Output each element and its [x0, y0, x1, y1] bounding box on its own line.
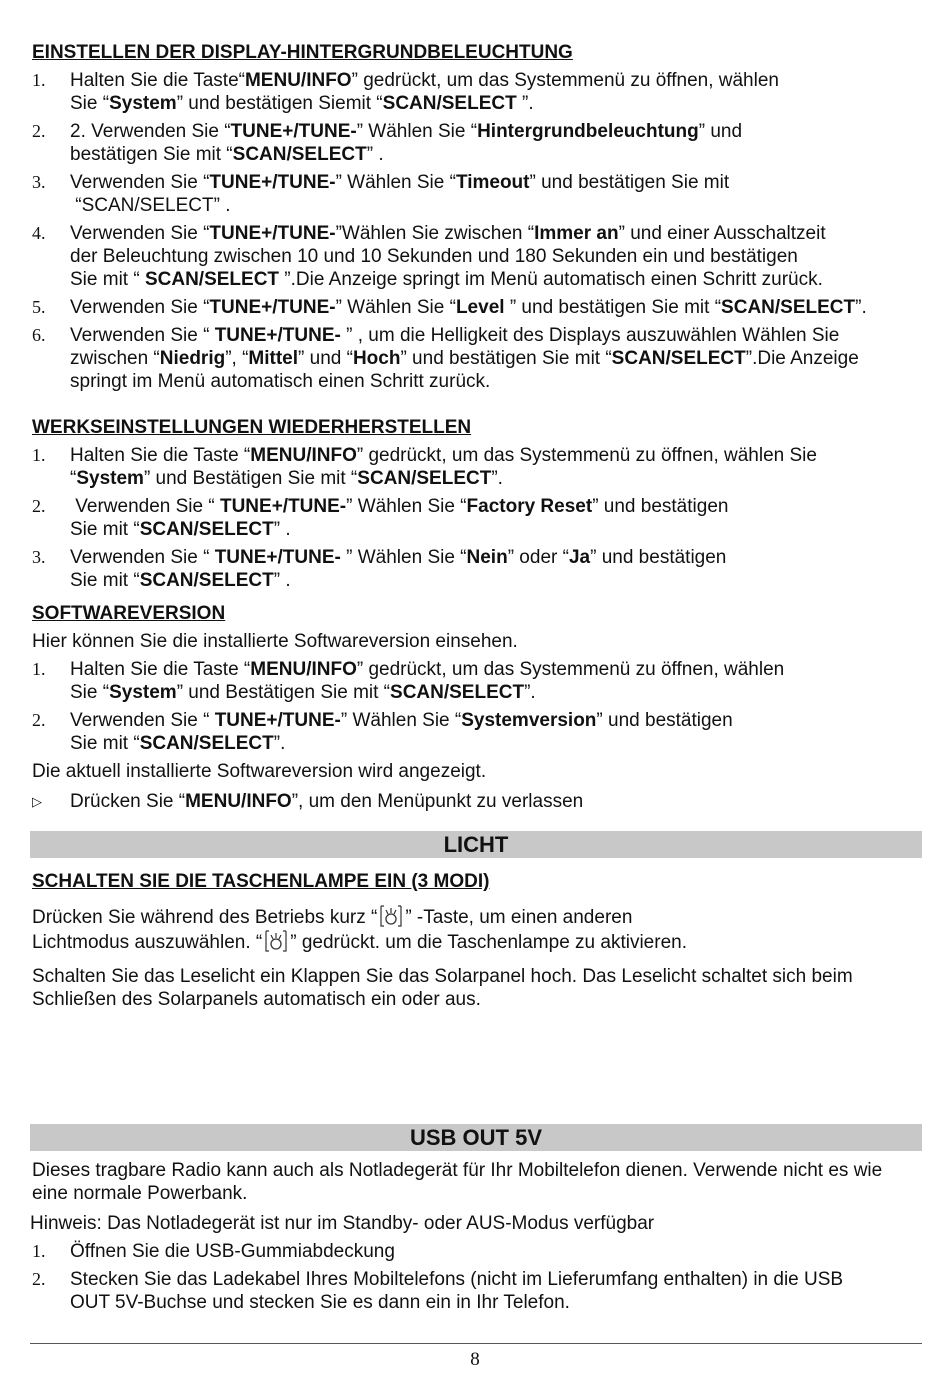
software-version-heading: SOFTWAREVERSION	[32, 603, 226, 624]
list-item	[32, 495, 944, 541]
step-number: 2.	[32, 496, 46, 516]
step-number: 2.	[32, 710, 46, 730]
factory-reset-heading: WERKSEINSTELLUNGEN WIEDERHERSTELLEN	[32, 417, 472, 438]
backlight-section	[32, 41, 944, 393]
flashlight-paragraph	[32, 904, 944, 954]
triangle-bullet-icon: ▷	[32, 794, 42, 809]
list-item	[32, 1268, 944, 1314]
factory-reset-section	[32, 416, 944, 592]
step-text: Verwenden Sie “ TUNE+/TUNE- ” Wählen Sie “Nein” oder “Ja” und bestätigen Sie mit “SCAN/SELECT” .	[70, 547, 727, 591]
step-text: Verwenden Sie “ TUNE+/TUNE- ” , um die Helligkeit des Displays auszuwählen Wählen Sie zwischen “Niedrig”, “Mittel” und “Hoch” und bestätigen Sie mit “SCAN/SELECT”.Die Anzeige springt im Menü automatisch einen Schritt zurück.	[70, 325, 859, 392]
flashlight-button-icon	[377, 904, 405, 928]
list-item	[32, 324, 944, 393]
list-item	[32, 69, 944, 115]
step-text: Verwenden Sie “TUNE+/TUNE-” Wählen Sie “Timeout” und bestätigen Sie mit “SCAN/SELECT” .	[70, 172, 730, 216]
step-text: Halten Sie die Taste “MENU/INFO” gedrückt, um das Systemmenü zu öffnen, wählen Sie “System” und Bestätigen Sie mit “SCAN/SELECT”.	[70, 659, 785, 703]
step-number: 5.	[32, 297, 46, 317]
step-number: 1.	[32, 1241, 46, 1261]
factory-reset-steps	[32, 444, 944, 592]
step-text: Verwenden Sie “TUNE+/TUNE-” Wählen Sie “Level ” und bestätigen Sie mit “SCAN/SELECT”.	[70, 297, 867, 318]
step-number: 3.	[32, 172, 46, 192]
software-version-section	[32, 602, 944, 813]
licht-section-bar: LICHT	[30, 831, 922, 858]
step-number: 2.	[32, 121, 46, 141]
step-number: 1.	[32, 445, 46, 465]
step-text: Stecken Sie das Ladekabel Ihres Mobiltelefons (nicht im Lieferumfang enthalten) in die USB OUT 5V-Buchse und stecken Sie es dann ein in Ihr Telefon.	[70, 1269, 844, 1313]
flashlight-button-icon	[262, 929, 290, 953]
reading-light-paragraph: Schalten Sie das Leselicht ein Klappen Sie das Solarpanel hoch. Das Leselicht schaltet sich beim Schließen des Solarpanels automatisch ein oder aus.	[32, 966, 853, 1010]
usb-intro: Dieses tragbare Radio kann auch als Notladegerät für Ihr Mobiltelefon dienen. Verwende nicht es wie eine normale Powerbank.	[32, 1160, 883, 1204]
step-number: 2.	[32, 1269, 46, 1289]
usb-steps	[32, 1240, 944, 1314]
usb-note: Hinweis: Das Notladegerät ist nur im Standby- oder AUS-Modus verfügbar	[30, 1213, 655, 1234]
flashlight-text-2: ” -Taste, um einen anderen	[405, 907, 633, 928]
step-number: 3.	[32, 547, 46, 567]
list-item	[32, 709, 944, 755]
step-number: 1.	[32, 70, 46, 90]
flashlight-text-3: Lichtmodus auszuwählen. “	[32, 932, 263, 953]
list-item	[32, 296, 944, 319]
step-number: 6.	[32, 325, 46, 345]
step-number: 4.	[32, 223, 46, 243]
backlight-heading: EINSTELLEN DER DISPLAY-HINTERGRUNDBELEUCHTUNG	[32, 42, 573, 63]
step-text: Verwenden Sie “ TUNE+/TUNE-” Wählen Sie “Systemversion” und bestätigen Sie mit “SCAN/SELECT”.	[70, 710, 733, 754]
page-number: 8	[470, 1349, 480, 1370]
step-text: 2. Verwenden Sie “TUNE+/TUNE-” Wählen Sie “Hintergrundbeleuchtung” und bestätigen Sie mit “SCAN/SELECT” .	[70, 121, 743, 165]
list-item	[32, 658, 944, 704]
list-item	[32, 120, 944, 166]
software-version-steps	[32, 658, 944, 755]
backlight-steps	[32, 69, 944, 393]
step-number: 1.	[32, 659, 46, 679]
list-item	[32, 546, 944, 592]
usb-section-bar: USB OUT 5V	[30, 1124, 922, 1151]
step-text: Öffnen Sie die USB-Gummiabdeckung	[70, 1241, 395, 1262]
list-item	[32, 444, 944, 490]
step-text: Verwenden Sie “TUNE+/TUNE-”Wählen Sie zwischen “Immer an” und einer Ausschaltzeit der Beleuchtung zwischen 10 und 10 Sekunden und 180 Sekunden ein und bestätigen Sie mit “ SCAN/SELECT ”.Die Anzeige springt im Menü automatisch einen Schritt zurück.	[70, 223, 826, 290]
list-item	[32, 222, 944, 291]
software-version-note: Die aktuell installierte Softwareversion wird angezeigt.	[32, 761, 487, 782]
flashlight-text-1: Drücken Sie während des Betriebs kurz “	[32, 907, 378, 928]
footer-divider	[30, 1343, 922, 1344]
usb-section	[32, 1159, 944, 1314]
list-item	[32, 1240, 944, 1263]
flashlight-heading: SCHALTEN SIE DIE TASCHENLAMPE EIN (3 MODI)	[32, 871, 490, 892]
step-text: Verwenden Sie “ TUNE+/TUNE-” Wählen Sie “Factory Reset” und bestätigen Sie mit “SCAN/SELECT” .	[70, 496, 729, 540]
flashlight-text-4: ” gedrückt. um die Taschenlampe zu aktivieren.	[290, 932, 687, 953]
list-item	[32, 171, 944, 217]
exit-bullet	[32, 790, 944, 813]
software-version-intro: Hier können Sie die installierte Softwareversion einsehen.	[32, 631, 518, 652]
flashlight-section	[32, 870, 944, 1011]
exit-bullet-text: Drücken Sie “MENU/INFO”, um den Menüpunkt zu verlassen	[70, 791, 584, 812]
step-text: Halten Sie die Taste “MENU/INFO” gedrückt, um das Systemmenü zu öffnen, wählen Sie “System” und Bestätigen Sie mit “SCAN/SELECT”.	[70, 445, 817, 489]
step-text: Halten Sie die Taste“MENU/INFO” gedrückt, um das Systemmenü zu öffnen, wählen Sie “System” und bestätigen Siemit “SCAN/SELECT ”.	[70, 70, 779, 114]
